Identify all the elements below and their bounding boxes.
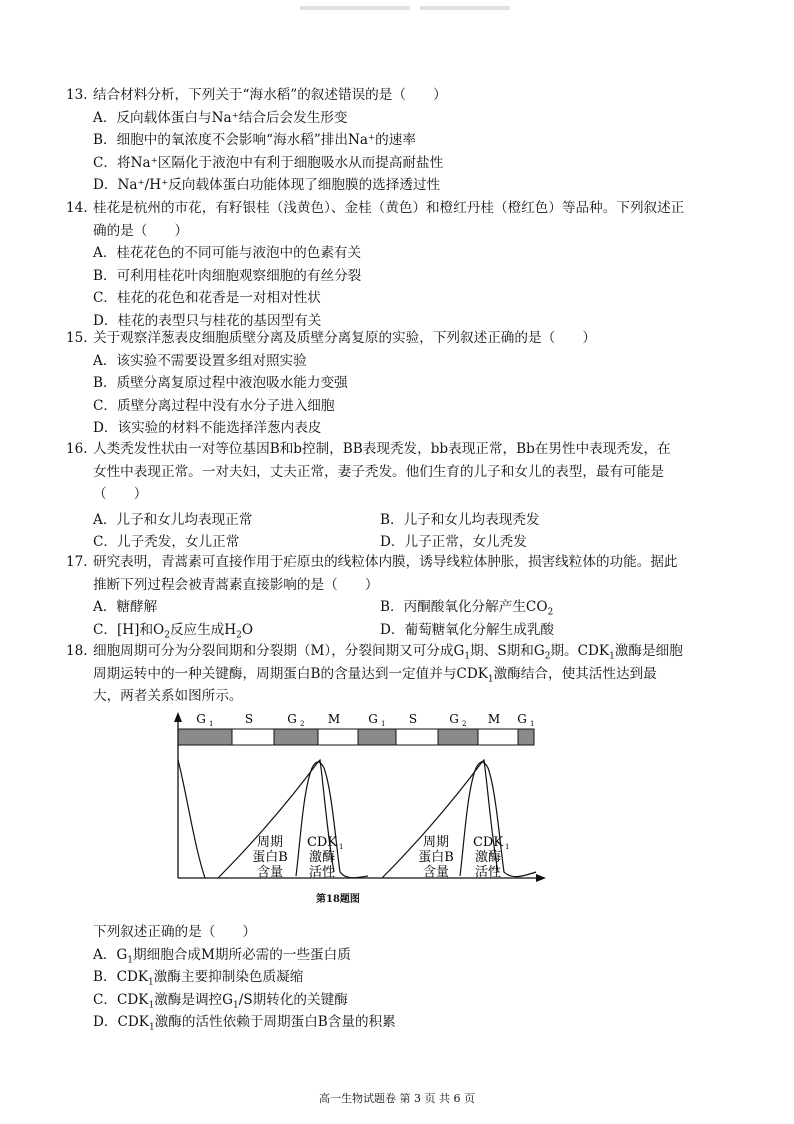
- option-d-text: D．CDK: [93, 1014, 149, 1031]
- cdk1-label-sub: 1: [505, 843, 510, 851]
- option-c: [93, 619, 380, 642]
- phase-segment: [178, 729, 232, 745]
- question-stem: 研究表明，青蒿素可直接作用于疟原虫的线粒体内膜，诱导线粒体肿胀，损害线粒体的功能。据此: [93, 554, 678, 570]
- question-stem-cont: 确的是（ ）: [93, 222, 189, 239]
- question-stem: 激酶是细胞: [614, 643, 683, 659]
- option-d: D．桂花的表型只与桂花的基因型有关: [93, 312, 322, 329]
- phase-label-sub: 2: [462, 720, 467, 728]
- question-stem: 细胞周期可分为分裂间期和分裂期（M），分裂间期又可分成G: [93, 643, 465, 659]
- option-d: D．儿子正常，女儿秃发: [380, 534, 527, 551]
- phase-label: G: [449, 712, 459, 726]
- option-c: C．质壁分离过程中没有水分子进入细胞: [93, 397, 335, 414]
- question-number: 13.: [66, 87, 88, 103]
- option-c-text: /S期转化的关键酶: [238, 991, 348, 1008]
- question-18: [66, 640, 746, 708]
- phase-segment: [274, 729, 318, 745]
- phase-segment: [318, 729, 358, 745]
- question-stem: 期、S期和G: [470, 643, 545, 659]
- option-b: B．质壁分离复原过程中液泡吸水能力变强: [93, 375, 348, 392]
- question-number: 16.: [66, 441, 88, 457]
- y-axis-arrow: [174, 712, 182, 722]
- question-stem-cont: 周期运转中的一种关键酶，周期蛋白B的含量达到一定值并与CDK: [93, 665, 488, 682]
- phase-segment: [438, 729, 478, 745]
- subscript: 1: [233, 1000, 239, 1011]
- subscript: 1: [148, 1000, 155, 1011]
- phase-segment: [478, 729, 518, 745]
- scan-artifact: [300, 6, 410, 10]
- cdk1-label-sub: 1: [339, 843, 344, 851]
- option-c: C．儿子秃发，女儿正常: [93, 534, 240, 551]
- subscript: 2: [236, 630, 242, 641]
- option-a: [66, 944, 746, 967]
- option-d: D．Na⁺/H⁺反向载体蛋白功能体现了细胞膜的选择透过性: [93, 177, 441, 194]
- phase-label: S: [408, 712, 418, 726]
- figure-caption: 第18题图: [316, 894, 360, 905]
- phase-label: G: [196, 712, 206, 726]
- subscript: 1: [464, 651, 471, 662]
- question-stem-cont: 推断下列过程会被青蒿素直接影响的是（ ）: [93, 576, 379, 593]
- option-c-text: C．CDK: [93, 991, 149, 1008]
- subscript: 1: [127, 955, 134, 966]
- option-b-text: B．丙酮酸氧化分解产生CO: [380, 599, 548, 616]
- option-a: A．糖酵解: [93, 599, 158, 616]
- option-b: B．细胞中的氧浓度不会影响“海水稻”排出Na⁺的速率: [93, 132, 416, 149]
- option-c-text: 反应生成H: [169, 621, 237, 638]
- question-stem-cont: 激酶结合，使其活性达到最: [493, 665, 657, 682]
- option-c-text: 激酶是调控G: [154, 991, 234, 1008]
- phase-labels: [196, 712, 534, 728]
- cdk1-label: 活性: [308, 865, 336, 880]
- option-a: A．该实验不需要设置多组对照实验: [93, 352, 307, 369]
- option-b: B．儿子和女儿均表现秃发: [380, 511, 540, 528]
- cdk1-label: 激酶: [474, 850, 502, 865]
- question-17: [66, 551, 746, 641]
- option-a: A．儿子和女儿均表现正常: [93, 511, 253, 528]
- subscript: 1: [487, 674, 494, 685]
- question-stem: 人类秃发性状由一对等位基因B和b控制，BB表现秃发，bb表现正常，Bb在男性中表现秃发，在: [93, 441, 671, 457]
- page-footer: 高一生物试题卷 第 3 页 共 6 页: [319, 1092, 475, 1105]
- answer-bracket: （ ）: [93, 486, 148, 503]
- phase-segment: [358, 729, 396, 745]
- question-14: [66, 197, 746, 333]
- option-b: [66, 966, 746, 989]
- phase-label-sub: 1: [209, 720, 214, 728]
- phase-label: G: [368, 712, 378, 726]
- cyclin-b-label: 蛋白B: [252, 850, 288, 865]
- phase-label-sub: 2: [300, 720, 305, 728]
- phase-label: G: [287, 712, 297, 726]
- question-number: 14.: [66, 200, 88, 216]
- scan-artifact: [420, 6, 510, 10]
- option-a: A．反向载体蛋白与Na⁺结合后会发生形变: [93, 109, 348, 126]
- phase-segment: [232, 729, 274, 745]
- option-a-text: 期细胞合成M期所必需的一些蛋白质: [133, 946, 351, 963]
- phase-segment: [396, 729, 438, 745]
- phase-label: M: [327, 712, 341, 726]
- curve-labels: [252, 835, 509, 880]
- option-b: [380, 596, 667, 619]
- subscript: 1: [148, 977, 154, 988]
- cyclin-b-label: 含量: [422, 865, 450, 880]
- question-16: [66, 438, 746, 554]
- option-a: A．桂花花色的不同可能与液泡中的色素有关: [93, 245, 362, 262]
- phase-label: G: [517, 712, 527, 726]
- question-15: [66, 327, 746, 440]
- x-axis-arrow: [536, 874, 546, 882]
- option-a-text: A．G: [93, 946, 128, 963]
- option-d: D．该实验的材料不能选择洋葱内表皮: [93, 420, 322, 437]
- option-c: C．桂花的花色和花香是一对相对性状: [93, 290, 321, 307]
- cdk1-label: CDK: [472, 835, 504, 850]
- option-c: C．将Na⁺区隔化于液泡中有利于细胞吸水从而提高耐盐性: [93, 154, 444, 171]
- subscript: 2: [547, 607, 554, 618]
- phase-label-sub: 1: [381, 720, 386, 728]
- option-b: B．可利用桂花叶肉细胞观察细胞的有丝分裂: [93, 267, 362, 284]
- cyclin-b-label: 周期: [422, 835, 450, 850]
- option-c-text: O: [241, 621, 254, 638]
- phase-label: S: [244, 712, 254, 726]
- cyclin-b-label: 蛋白B: [418, 850, 454, 865]
- subscript: 2: [544, 651, 551, 662]
- cyclin-b-curve: [178, 760, 498, 878]
- subscript: 1: [148, 1023, 155, 1034]
- subscript: 2: [164, 630, 170, 641]
- cdk1-label: 活性: [474, 865, 502, 880]
- phase-bar: [178, 729, 534, 745]
- question-stem: 结合材料分析，下列关于“海水稻”的叙述错误的是（ ）: [93, 87, 447, 103]
- question-number: 18.: [66, 643, 88, 659]
- option-c: [66, 989, 746, 1012]
- option-d: D．葡萄糖氧化分解生成乳酸: [380, 621, 555, 638]
- cyclin-b-label: 含量: [256, 865, 284, 880]
- option-b-text: 激酶主要抑制染色质凝缩: [153, 969, 304, 986]
- question-stem: 桂花是杭州的市花，有籽银桂（浅黄色）、金桂（黄色）和橙红丹桂（橙红色）等品种。下列叙述正: [93, 200, 685, 216]
- question-13: [66, 84, 746, 197]
- cdk1-activity-curve: [296, 762, 536, 878]
- question-number: 17.: [66, 554, 88, 570]
- question-prompt: 下列叙述正确的是（ ）: [93, 924, 257, 940]
- question-stem-cont: 女性中表现正常。一对夫妇，丈夫正常，妻子秃发。他们生育的儿子和女儿的表型，最有可能是: [93, 463, 664, 480]
- option-c-text: C．[H]和O: [93, 621, 165, 638]
- phase-label-sub: 1: [530, 720, 535, 728]
- question-stem: 关于观察洋葱表皮细胞质壁分离及质壁分离复原的实验，下列叙述正确的是（ ）: [93, 330, 596, 346]
- phase-label: M: [487, 712, 501, 726]
- option-d-text: 激酶的活性依赖于周期蛋白B含量的积累: [154, 1014, 396, 1031]
- question-18-options: [66, 921, 746, 1034]
- phase-segment: [518, 729, 534, 745]
- question-stem: 期。CDK: [550, 643, 610, 659]
- option-b-text: B．CDK: [93, 969, 149, 986]
- cdk1-label: 激酶: [308, 850, 336, 865]
- question-stem-cont: 大，两者关系如图所示。: [93, 688, 243, 705]
- question-number: 15.: [66, 330, 88, 346]
- cdk1-label: CDK: [306, 835, 338, 850]
- option-d: [66, 1011, 746, 1034]
- subscript: 1: [609, 651, 615, 662]
- cyclin-b-label: 周期: [256, 835, 284, 850]
